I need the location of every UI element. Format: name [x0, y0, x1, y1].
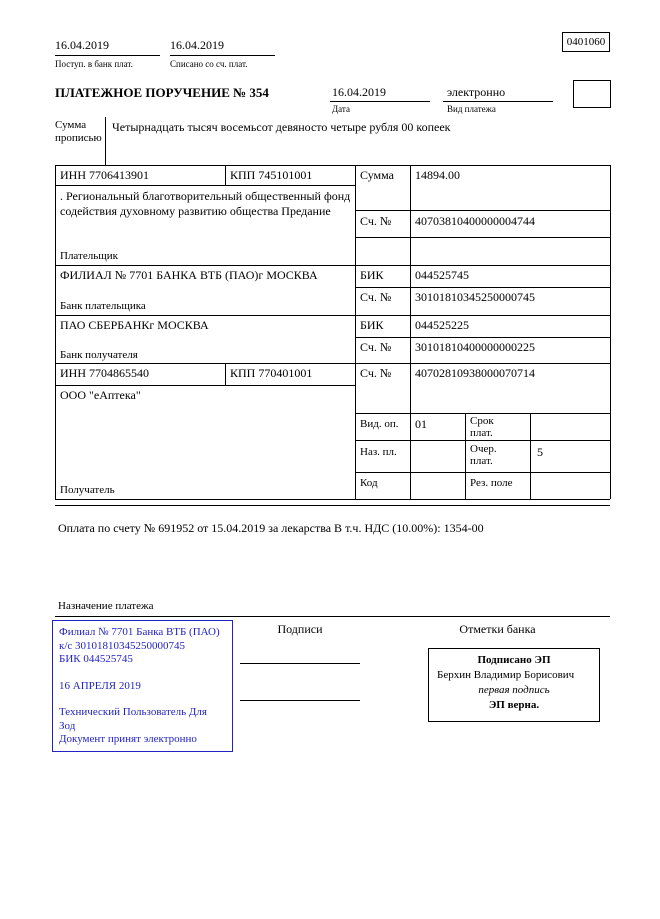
payee-caption: Получатель	[60, 484, 115, 496]
op-kind-value: 01	[415, 417, 427, 431]
payer-caption: Плательщик	[60, 250, 118, 262]
esign-title: Подписано ЭП	[477, 654, 551, 666]
signature-line	[240, 663, 360, 664]
payee-account-label: Сч. №	[360, 366, 392, 380]
stamp-bank-name: Филиал № 7701 Банка ВТБ (ПАО)	[59, 626, 220, 638]
divider	[55, 363, 610, 364]
op-kind-label: Вид. оп.	[360, 418, 399, 430]
payee-bank-account-label: Сч. №	[360, 340, 392, 354]
payment-kind: электронно	[447, 85, 506, 99]
divider	[55, 165, 56, 499]
divider	[355, 472, 610, 473]
divider	[55, 185, 355, 186]
divider	[55, 265, 610, 266]
payer-bank-account: 30101810345250000745	[415, 290, 535, 304]
esign-role: первая подпись	[478, 684, 550, 696]
status-box	[573, 80, 611, 108]
divider	[225, 165, 226, 185]
divider	[225, 363, 226, 385]
payer-name: . Региональный благотворительный общественный фонд содействия духовному развитию общества Предание	[60, 189, 351, 218]
payer-bank-bik: 044525745	[415, 268, 469, 282]
stamp-status: Документ принят электронно	[59, 733, 197, 745]
stamp-user-line1: Технический Пользователь Для	[59, 706, 207, 718]
divider	[610, 165, 611, 499]
payment-purpose-text: Оплата по счету № 691952 от 15.04.2019 за лекарства В т.ч. НДС (10.00%): 1354-00	[58, 521, 484, 535]
document-title: ПЛАТЕЖНОЕ ПОРУЧЕНИЕ № 354	[55, 85, 269, 100]
payee-bank-caption: Банк получателя	[60, 349, 138, 361]
received-date: 16.04.2019	[55, 38, 109, 52]
payer-account: 40703810400000004744	[415, 214, 535, 228]
divider	[355, 413, 610, 414]
divider	[105, 117, 106, 165]
payment-priority-value: 5	[537, 445, 543, 459]
amount-words-label: Сумма прописью	[55, 119, 102, 144]
payer-bank-bik-label: БИК	[360, 268, 384, 282]
divider	[465, 413, 466, 499]
debited-date: 16.04.2019	[170, 38, 224, 52]
payer-bank-caption: Банк плательщика	[60, 300, 146, 312]
payee-kpp: КПП 770401001	[230, 366, 313, 380]
payer-bank-account-label: Сч. №	[360, 290, 392, 304]
divider	[355, 337, 610, 338]
payment-term-label: Срок плат.	[470, 415, 494, 439]
divider	[55, 499, 610, 500]
stamp-user-line2: Зод	[59, 719, 76, 732]
payee-inn: ИНН 7704865540	[60, 366, 149, 380]
sum-label: Сумма	[360, 168, 394, 182]
divider	[330, 101, 430, 102]
payee-bank-account: 30101810400000000225	[415, 340, 535, 354]
divider	[443, 101, 553, 102]
divider	[355, 165, 356, 499]
bank-acceptance-stamp	[52, 620, 233, 752]
electronic-signature-box	[428, 648, 600, 722]
payee-account: 40702810938000070714	[415, 366, 535, 380]
received-caption: Поступ. в банк плат.	[55, 59, 133, 69]
form-code-box	[562, 32, 610, 52]
payer-kpp: КПП 745101001	[230, 168, 313, 182]
signatures-header: Подписи	[277, 622, 323, 636]
divider	[55, 505, 610, 506]
divider	[530, 413, 531, 499]
payer-bank-name: ФИЛИАЛ № 7701 БАНКА ВТБ (ПАО)г МОСКВА	[60, 268, 318, 282]
divider	[410, 165, 411, 499]
payer-inn: ИНН 7706413901	[60, 168, 149, 182]
payer-account-label: Сч. №	[360, 214, 392, 228]
divider	[55, 55, 160, 56]
divider	[355, 287, 610, 288]
form-code: 0401060	[566, 36, 606, 48]
divider	[55, 616, 610, 617]
reserve-field-label: Рез. поле	[470, 477, 513, 489]
payee-bank-bik-label: БИК	[360, 318, 384, 332]
document-date-label: Дата	[332, 104, 350, 114]
esign-verified: ЭП верна.	[488, 699, 540, 711]
payment-purpose-caption: Назначение платежа	[58, 600, 154, 612]
stamp-bik: БИК 044525745	[59, 653, 133, 665]
bank-marks-header: Отметки банка	[459, 622, 536, 636]
debited-caption: Списано со сч. плат.	[170, 59, 248, 69]
divider	[55, 165, 610, 166]
payment-kind-label: Вид платежа	[447, 104, 496, 114]
payee-bank-name: ПАО СБЕРБАНКг МОСКВА	[60, 318, 209, 332]
divider	[55, 315, 610, 316]
divider	[355, 440, 610, 441]
document-date: 16.04.2019	[332, 85, 386, 99]
divider	[355, 210, 610, 211]
esign-name: Берхин Владимир Борисович	[437, 669, 575, 681]
signature-line	[240, 700, 360, 701]
divider	[355, 237, 610, 238]
divider	[55, 385, 355, 386]
payment-priority-label: Очер. плат.	[470, 443, 497, 467]
sum-value: 14894.00	[415, 168, 460, 182]
code-label: Код	[360, 477, 378, 489]
payee-bank-bik: 044525225	[415, 318, 469, 332]
payee-name: ООО "еАптека"	[60, 388, 141, 402]
stamp-date: 16 АПРЕЛЯ 2019	[59, 679, 141, 692]
payment-purpose-code-label: Наз. пл.	[360, 446, 397, 458]
divider	[170, 55, 275, 56]
stamp-corr-account: к/с 30101810345250000745	[59, 639, 186, 652]
amount-words-value: Четырнадцать тысяч восемьсот девяносто четыре рубля 00 копеек	[112, 120, 451, 134]
